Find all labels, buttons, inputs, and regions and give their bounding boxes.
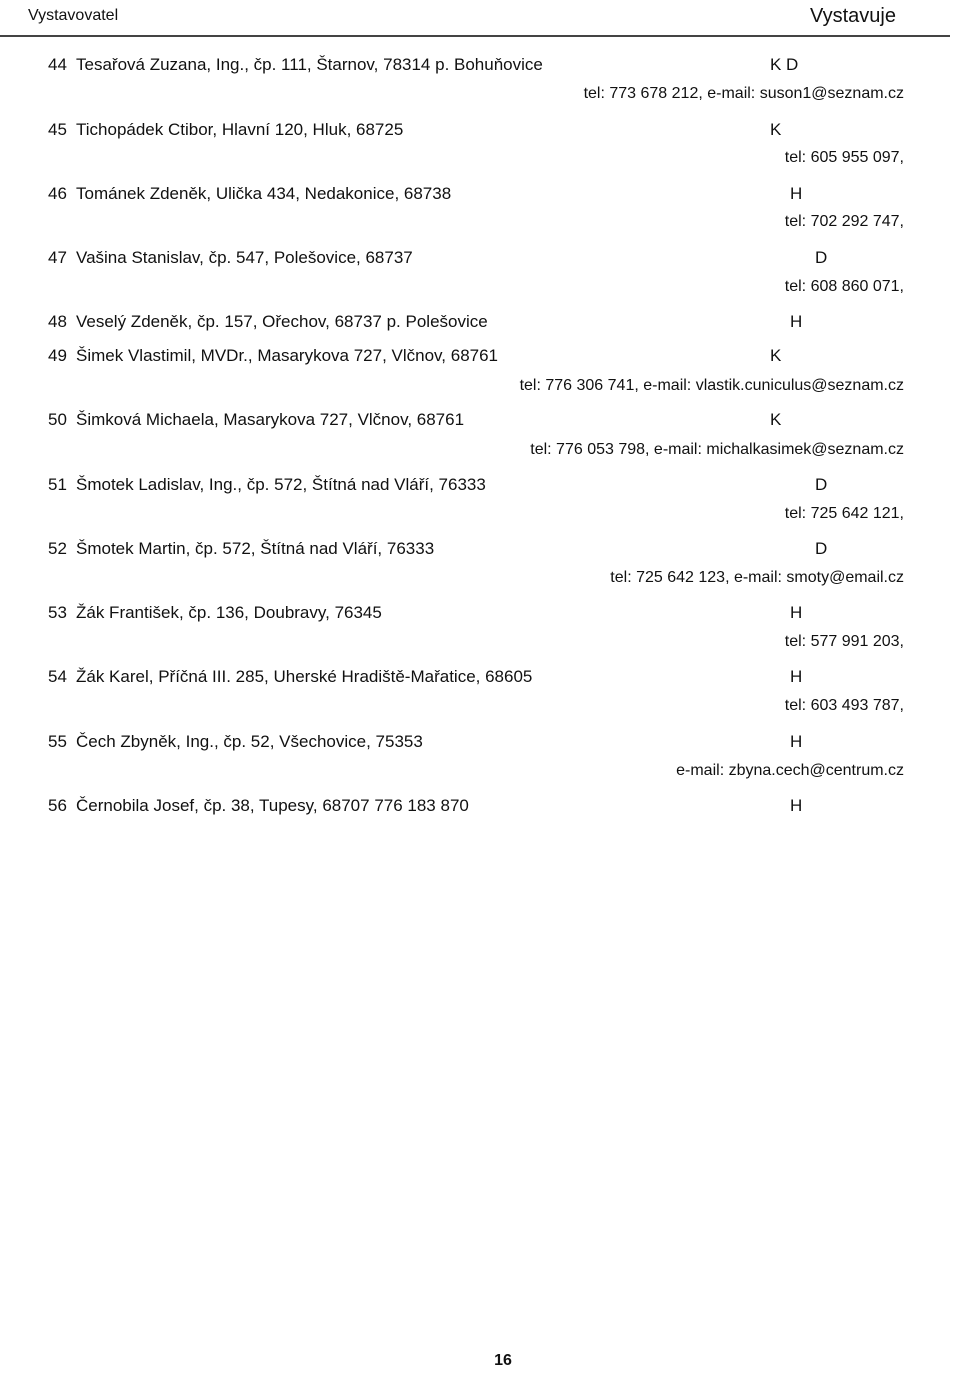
entry-categories: K xyxy=(770,346,782,365)
entry-name: Šimek Vlastimil, MVDr., Masarykova 727, Vlčnov, 68761 xyxy=(76,346,499,365)
entry-name: Žák Karel, Příčná III. 285, Uherské Hradiště-Mařatice, 68605 xyxy=(76,667,533,686)
list-item xyxy=(0,603,960,650)
list-item xyxy=(0,475,960,522)
entry-contact: tel: 725 642 123, e-mail: smoty@email.cz xyxy=(610,569,904,586)
list-item xyxy=(0,312,960,336)
entry-categories: K xyxy=(770,120,782,139)
entry-categories: D xyxy=(815,248,828,267)
entry-number: 55 xyxy=(48,732,67,751)
list-item xyxy=(0,55,960,102)
entry-name: Šimková Michaela, Masarykova 727, Vlčnov, 68761 xyxy=(76,410,465,429)
entry-name: Tesařová Zuzana, Ing., čp. 111, Štarnov, 78314 p. Bohuňovice xyxy=(76,55,543,74)
entry-contact: e-mail: zbyna.cech@centrum.cz xyxy=(676,762,904,779)
entry-name: Vašina Stanislav, čp. 547, Polešovice, 68737 xyxy=(76,248,413,267)
entry-number: 46 xyxy=(48,184,67,203)
entry-number: 50 xyxy=(48,410,67,429)
entry-categories: K xyxy=(770,410,782,429)
entry-contact: tel: 603 493 787, xyxy=(784,697,904,714)
entry-name: Čech Zbyněk, Ing., čp. 52, Všechovice, 75353 xyxy=(76,732,423,751)
header-divider xyxy=(0,35,950,37)
list-item xyxy=(0,667,960,714)
entry-categories: H xyxy=(790,184,803,203)
page-number: 16 xyxy=(494,1352,512,1369)
entry-name: Tichopádek Ctibor, Hlavní 120, Hluk, 68725 xyxy=(76,120,404,139)
entry-number: 56 xyxy=(48,796,67,815)
entry-number: 45 xyxy=(48,120,67,139)
entry-number: 53 xyxy=(48,603,67,622)
entry-categories: H xyxy=(790,796,803,815)
list-item xyxy=(0,346,960,394)
entry-name: Šmotek Ladislav, Ing., čp. 572, Štítná nad Vláří, 76333 xyxy=(76,475,486,494)
entry-categories: D xyxy=(815,475,828,494)
entry-categories: H xyxy=(790,732,803,751)
entry-name: Šmotek Martin, čp. 572, Štítná nad Vláří, 76333 xyxy=(76,539,435,558)
list-item xyxy=(0,732,960,779)
list-item xyxy=(0,410,960,458)
exhibits-column-label: Vystavuje xyxy=(810,5,896,27)
list-item xyxy=(0,539,960,586)
entry-number: 44 xyxy=(48,55,67,74)
entry-name: Žák František, čp. 136, Doubravy, 76345 xyxy=(76,603,382,622)
entry-name: Tománek Zdeněk, Ulička 434, Nedakonice, 68738 xyxy=(76,184,452,203)
list-item xyxy=(0,796,960,820)
entry-name: Veselý Zdeněk, čp. 157, Ořechov, 68737 p. Polešovice xyxy=(76,312,488,331)
entry-contact: tel: 608 860 071, xyxy=(784,278,904,295)
entry-number: 54 xyxy=(48,667,67,686)
entry-number: 52 xyxy=(48,539,67,558)
entry-contact: tel: 773 678 212, e-mail: suson1@seznam.cz xyxy=(583,85,904,102)
entry-contact: tel: 776 306 741, e-mail: vlastik.cuniculus@seznam.cz xyxy=(519,377,904,394)
entry-contact: tel: 725 642 121, xyxy=(784,505,904,522)
list-item xyxy=(0,184,960,230)
entry-number: 51 xyxy=(48,475,67,494)
entry-contact: tel: 702 292 747, xyxy=(784,213,904,230)
entry-categories: H xyxy=(790,667,803,686)
entry-name: Černobila Josef, čp. 38, Tupesy, 68707 776 183 870 xyxy=(76,796,469,815)
entry-categories: H xyxy=(790,603,803,622)
entry-number: 47 xyxy=(48,248,67,267)
entry-categories: D xyxy=(815,539,828,558)
list-item xyxy=(0,248,960,295)
entry-number: 49 xyxy=(48,346,67,365)
list-item xyxy=(0,120,960,166)
entry-contact: tel: 605 955 097, xyxy=(784,149,904,166)
exhibitor-column-label: Vystavovatel xyxy=(28,7,119,24)
entry-number: 48 xyxy=(48,312,67,331)
entry-categories: H xyxy=(790,312,803,331)
entry-categories: K D xyxy=(770,55,799,74)
entry-contact: tel: 776 053 798, e-mail: michalkasimek@seznam.cz xyxy=(530,441,904,458)
entry-contact: tel: 577 991 203, xyxy=(784,633,904,650)
